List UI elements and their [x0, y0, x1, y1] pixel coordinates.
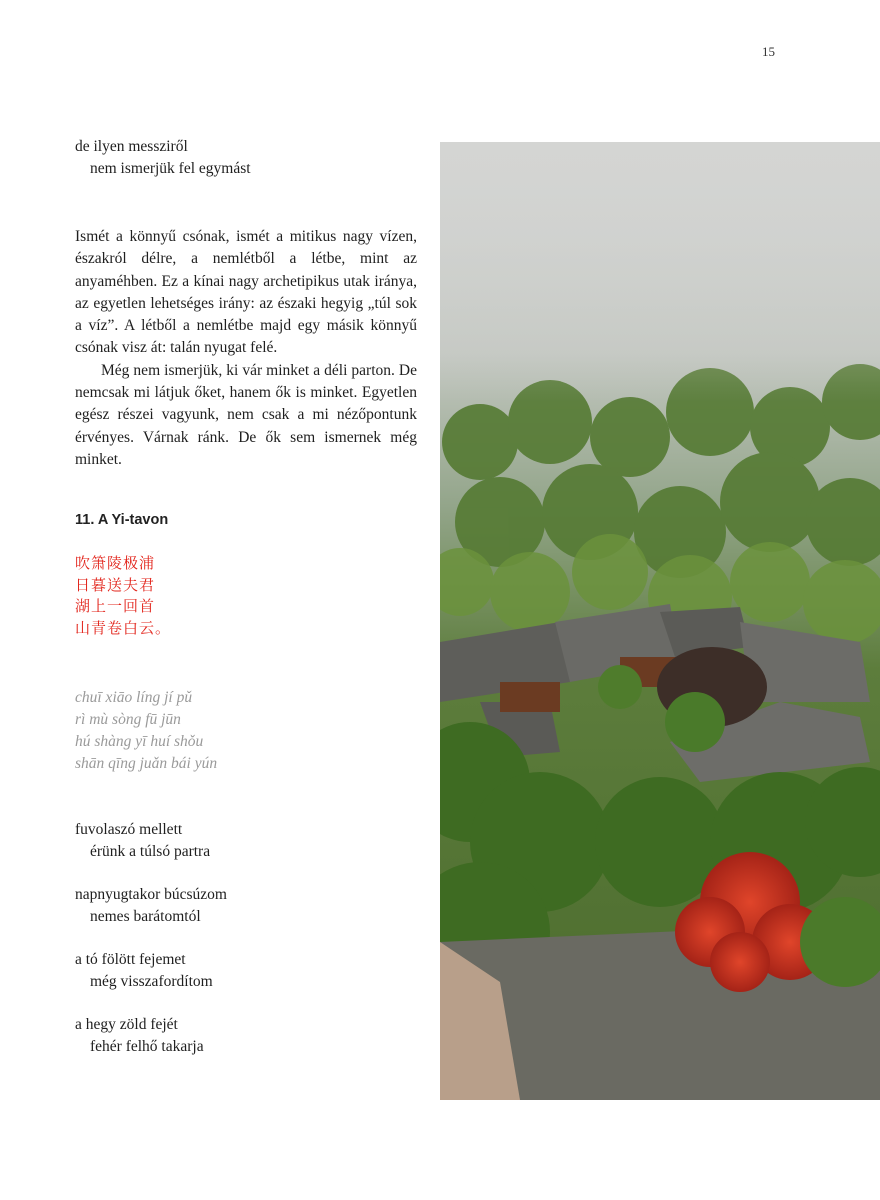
translation-line: érünk a túlsó partra	[90, 843, 211, 860]
translation-stanza	[75, 1014, 417, 1058]
translation-stanza	[75, 884, 417, 928]
calligraphy-line: 山青卷白云。	[75, 618, 172, 637]
intro-poem-line: de ilyen messziről	[75, 138, 188, 155]
pinyin-line: shān qīng juǎn bái yún	[75, 755, 218, 772]
pinyin-line: rì mù sòng fū jūn	[75, 711, 181, 728]
translation-line: még visszafordítom	[90, 973, 213, 990]
translation-line: nemes barátomtól	[90, 908, 201, 925]
prose-paragraph: Még nem ismerjük, ki vár minket a déli parton. De nemcsak mi látjuk őket, hanem ők is minket. Egyetlen egész részei vagyunk, nem csak a mi nézőpontunk érvényes. Várnak ránk. De ők sem ismernek még minket.	[75, 361, 417, 468]
translation-line: a tó fölött fejemet	[75, 951, 186, 968]
translation-line: fuvolaszó mellett	[75, 821, 183, 838]
hungarian-translation	[75, 819, 417, 1079]
calligraphy-line: 日暮送夫君	[75, 575, 156, 594]
calligraphy-line: 湖上一回首	[75, 597, 156, 615]
pinyin-line: chuī xiāo líng jí pǔ	[75, 689, 193, 706]
intro-poem-line: nem ismerjük fel egymást	[90, 160, 251, 177]
translation-line: fehér felhő takarja	[90, 1038, 204, 1055]
prose-block	[75, 226, 417, 471]
chinese-calligraphy-poem	[75, 553, 417, 639]
photo-misty-mountain-temple	[440, 142, 880, 1100]
pinyin-transliteration	[75, 687, 417, 775]
translation-line: napnyugtakor búcsúzom	[75, 886, 227, 903]
prose-paragraph: Ismét a könnyű csónak, ismét a mitikus nagy vízen, északról délre, a nemlétből a létbe, mint az anyaméhben. Ez a kínai nagy archetipikus utak iránya, az egyetlen lehetséges irány: az északi hegyig „túl sok a víz”. A létből a nemlétbe majd egy másik könnyű csónak visz át: talán nyugat felé.	[75, 228, 417, 357]
pinyin-line: hú shàng yī huí shǒu	[75, 733, 204, 750]
translation-line: a hegy zöld fejét	[75, 1016, 178, 1033]
translation-stanza	[75, 949, 417, 993]
calligraphy-line: 吹箫陵极浦	[75, 554, 156, 572]
intro-poem	[75, 136, 417, 180]
page-number: 15	[762, 44, 775, 59]
translation-stanza	[75, 819, 417, 863]
section-heading: 11. A Yi-tavon	[75, 512, 169, 528]
